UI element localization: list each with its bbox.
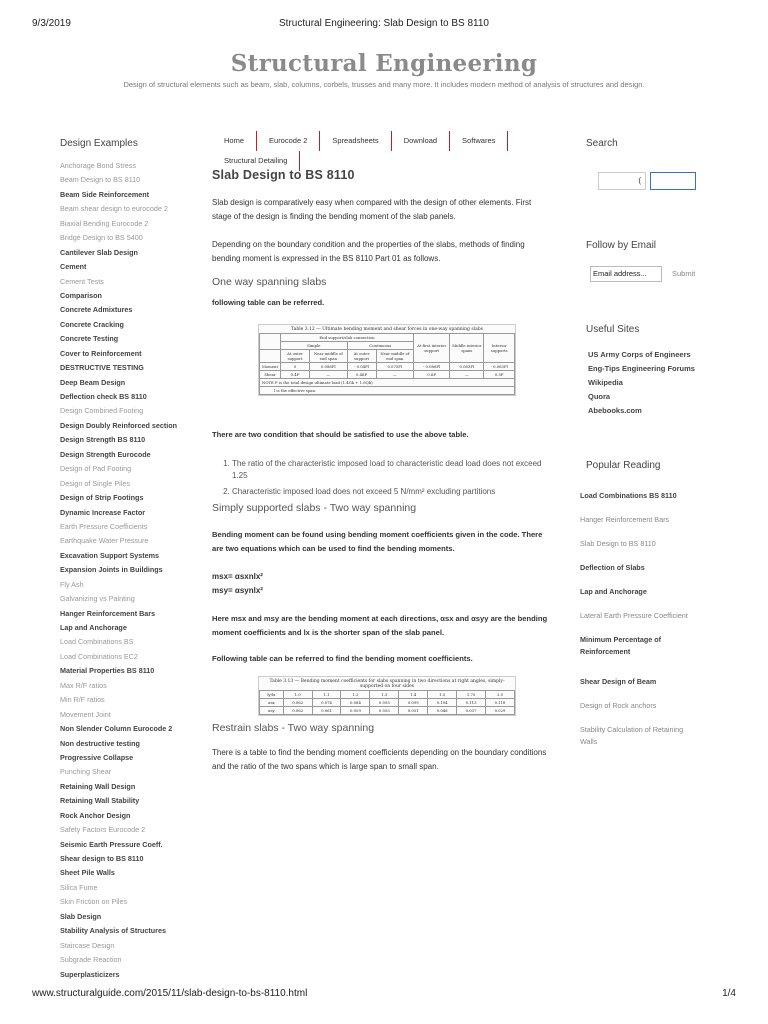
popular-link[interactable]: Shear Design of Beam — [580, 677, 657, 686]
search-button[interactable] — [650, 172, 696, 190]
search-box — [598, 172, 732, 190]
sidebar-link[interactable]: Dynamic Increase Factor — [60, 507, 146, 517]
table-cell: αsx — [260, 699, 284, 707]
print-date: 9/3/2019 — [32, 18, 71, 29]
sidebar-link[interactable]: Safety Factors Eurocode 2 — [60, 825, 146, 835]
table-header-cell: 2.0 — [486, 691, 515, 699]
sidebar-link[interactable]: Stability Analysis of Structures — [60, 926, 166, 936]
sidebar-link[interactable]: DESTRUCTIVE TESTING — [60, 363, 144, 373]
table-cell: 0.075Fl — [376, 363, 413, 371]
popular-reading-heading: Popular Reading — [586, 460, 661, 471]
sidebar-link[interactable]: Design Combined Footing — [60, 406, 144, 416]
two-way-text: Bending moment can be found using bending moment coefficients given in the code. There are two equations which can be used to find the bending moments. — [212, 530, 543, 553]
nav-item-structural-detailing[interactable]: Structural Detailing — [212, 151, 300, 171]
restrain-heading: Restrain slabs - Two way spanning — [212, 722, 375, 734]
sidebar-link[interactable]: Beam Side Reinforcement — [60, 189, 150, 199]
popular-link[interactable]: Minimum Percentage of Reinforcement — [580, 635, 662, 656]
table-header-cell: 1.5 — [428, 691, 457, 699]
table-cell: 0.104 — [428, 699, 457, 707]
table-cell: 0.059 — [341, 707, 370, 715]
useful-site-link[interactable]: Quora — [588, 392, 611, 401]
restrain-text: There is a table to find the bending moment coefficients depending on the boundary conditions and the ratio of the two spans which is large span to small span. — [212, 748, 547, 771]
search-heading: Search — [586, 138, 618, 149]
table-cell: 0.118 — [486, 699, 515, 707]
print-footer — [32, 988, 736, 1002]
sidebar-link[interactable]: Cement — [60, 262, 87, 272]
table-cell: 0 — [281, 363, 310, 371]
table-cell: - 0.04Fl — [347, 363, 376, 371]
sidebar-link[interactable]: Cover to Reinforcement — [60, 348, 142, 358]
sidebar-link[interactable]: Design of Pad Footing — [60, 464, 132, 474]
sidebar-link[interactable]: Excavation Support Systems — [60, 550, 160, 560]
table-row — [260, 699, 515, 707]
table-cell: 0.055 — [370, 707, 399, 715]
equation-msx: msx= αsxnlx² — [212, 572, 263, 581]
table-3-12-image — [258, 324, 516, 396]
table-cell: - 0.086Fl — [414, 363, 450, 371]
useful-site-link[interactable]: Eng-Tips Engineering Forums — [588, 364, 695, 373]
table-group-header: End support/slab connection — [281, 334, 414, 342]
sidebar-link[interactable]: Punching Shear — [60, 767, 112, 777]
conditions-intro: There are two condition that should be satisfied to use the above table. — [212, 430, 469, 439]
popular-link[interactable]: Load Combinations BS 8110 — [580, 491, 677, 500]
print-url: www.structuralguide.com/2015/11/slab-design-to-bs-8110.html — [32, 988, 308, 999]
print-title: Structural Engineering: Slab Design to BS 8110 — [279, 18, 489, 29]
useful-sites-heading: Useful Sites — [586, 324, 640, 335]
table-row — [260, 363, 515, 371]
post-intro: Slab design is comparatively easy when compared with the design of other elements. First stage of the design is finding the bending moment of the slab panels. — [212, 198, 532, 221]
sidebar-link[interactable]: Rock Anchor Design — [60, 810, 131, 820]
table-cell: 0.6F — [414, 371, 450, 379]
sidebar-link[interactable]: Concrete Cracking — [60, 319, 124, 329]
sidebar-link[interactable]: Min R/F ratios — [60, 695, 105, 705]
nav-row — [212, 130, 562, 152]
table-header-cell: ly/lx — [260, 691, 284, 699]
useful-site-link[interactable]: Abebooks.com — [588, 406, 642, 415]
sidebar-link[interactable]: Concrete Testing — [60, 334, 119, 344]
sidebar-link[interactable]: Deep Beam Design — [60, 377, 126, 387]
sidebar-link[interactable]: Skin Friction on Piles — [60, 897, 128, 907]
table-cell: Moment — [260, 363, 281, 371]
table-cell: 0.029 — [486, 707, 515, 715]
sidebar-link[interactable]: Subgrade Reaction — [60, 955, 122, 965]
sidebar-link[interactable]: Design Strength Eurocode — [60, 449, 151, 459]
sidebar-link[interactable]: Seismic Earth Pressure Coeff. — [60, 839, 163, 849]
popular-link[interactable]: Lap and Anchorage — [580, 587, 647, 596]
table-cell: αsy — [260, 707, 284, 715]
sidebar-link[interactable]: Movement Joint — [60, 709, 111, 719]
sidebar-link[interactable]: Biaxial Bending Eurocode 2 — [60, 218, 149, 228]
table-cell: 0.046 — [428, 707, 457, 715]
table2-intro: Following table can be referred to find the bending moment coefficients. — [212, 654, 473, 663]
table-3-12: End support/slab connection At first interior support Middle interior spans Interior supports Simple Continuous At outer support Near middle of end span At outer support Near middle of end span Moment 0 0.086Fl - 0.04Fl 0.075Fl - 0.086Fl 0.063Fl - 0.063Fl Shear 0.4F — 0.46F — 0.6F — 0.5F NOTE F is the total design ultimate load (1.4Gk + 1.6Qk) l is the effective span. — [259, 333, 515, 395]
sidebar-link[interactable]: Earth Pressure Coefficients — [60, 521, 148, 531]
table-3-13-image — [258, 676, 516, 716]
table-cell: 0.46F — [347, 371, 376, 379]
nav-item[interactable]: Download — [392, 131, 450, 151]
sidebar-link[interactable]: Slab Design — [60, 911, 102, 921]
table-header-cell: 1.75 — [457, 691, 486, 699]
page-number: 1/4 — [722, 988, 736, 999]
table-cell: 0.074 — [312, 699, 341, 707]
table-cell: 0.051 — [399, 707, 428, 715]
table-cell: Shear — [260, 371, 281, 379]
table-cell: 0.063Fl — [450, 363, 484, 371]
popular-link[interactable]: Design of Rock anchors — [580, 701, 657, 710]
table-cell: 0.062 — [283, 699, 312, 707]
sidebar-link[interactable]: Deflection check BS 8110 — [60, 392, 147, 401]
one-way-heading: One way spanning slabs — [212, 276, 327, 288]
sidebar-link[interactable]: Silica Fume — [60, 882, 98, 892]
sidebar-link[interactable]: Shear design to BS 8110 — [60, 854, 144, 863]
sidebar-link[interactable]: Retaining Wall Stability — [60, 796, 140, 806]
site-description: Design of structural elements such as beam, slab, columns, corbels, trusses and many more. It includes modern method of analysis of structures and design. — [123, 80, 645, 89]
sidebar-link[interactable]: Material Properties BS 8110 — [60, 666, 155, 676]
popular-link[interactable]: Slab Design to BS 8110 — [580, 539, 656, 548]
sidebar-link[interactable]: Sheet Pile Walls — [60, 868, 115, 878]
equation-explanation: Here msx and msy are the bending moment at each directions, αsx and αsyy are the bending moment coefficients and lx is the shorter span of the slab panel. — [212, 614, 548, 637]
print-header — [32, 18, 736, 32]
popular-link[interactable]: Lateral Earth Pressure Coefficient — [580, 611, 688, 620]
sidebar-link[interactable]: Galvanizing vs Painting — [60, 594, 135, 604]
useful-site-link[interactable]: Wikipedia — [588, 378, 623, 387]
sidebar-link[interactable]: Hanger Reinforcement Bars — [60, 608, 156, 618]
table-cell: 0.061 — [312, 707, 341, 715]
nav-item[interactable]: Softwares — [450, 131, 508, 151]
useful-sites-list — [588, 348, 730, 418]
two-way-heading: Simply supported slabs - Two way spanning — [212, 502, 417, 514]
one-way-text: following table can be referred. — [212, 298, 325, 307]
sidebar-link[interactable]: Cement Tests — [60, 276, 104, 286]
sidebar-link[interactable]: Non Slender Column Eurocode 2 — [60, 724, 173, 734]
table-cell: — — [310, 371, 347, 379]
table-header-cell: 1.0 — [283, 691, 312, 699]
sidebar-link[interactable]: Load Combinations EC2 — [60, 651, 138, 661]
table-cell: 0.4F — [281, 371, 310, 379]
sidebar-link[interactable]: Comparison — [60, 290, 102, 300]
table-row — [260, 371, 515, 379]
condition-item: 2. Characteristic imposed load does not exceed 5 N/mm² excluding partitions — [232, 486, 548, 498]
sidebar-link[interactable]: Superplasticizers — [60, 969, 120, 979]
table-header-cell: 1.4 — [399, 691, 428, 699]
conditions-list — [212, 458, 548, 498]
sidebar-link[interactable]: Progressive Collapse — [60, 752, 134, 762]
sidebar-link[interactable]: Retaining Wall Design — [60, 781, 136, 791]
condition-item: 1. The ratio of the characteristic imposed load to characteristic dead load does not exceed 1.25 — [232, 458, 548, 482]
email-field[interactable]: Email address... — [590, 266, 662, 282]
table-header-cell: 1.1 — [312, 691, 341, 699]
table-row — [260, 707, 515, 715]
sidebar-link[interactable]: Beam shear design to eurocode 2 — [60, 204, 168, 214]
sidebar-link[interactable]: Staircase Design — [60, 940, 115, 950]
design-examples-list — [60, 159, 200, 982]
sidebar-link[interactable]: Load Combinations BS — [60, 637, 134, 647]
table-cell: 0.113 — [457, 699, 486, 707]
sidebar-link[interactable]: Earthquake Water Pressure — [60, 536, 149, 546]
table-cell: 0.084 — [341, 699, 370, 707]
table-header-cell: 1.2 — [341, 691, 370, 699]
popular-link[interactable]: Hanger Reinforcement Bars — [580, 515, 670, 524]
post-title: Slab Design to BS 8110 — [212, 168, 355, 182]
sidebar-link[interactable]: Max R/F ratios — [60, 680, 107, 690]
sidebar-link[interactable]: Expansion Joints in Buildings — [60, 565, 163, 575]
table-cell: 0.5F — [484, 371, 515, 379]
nav-item[interactable]: Spreadsheets — [320, 131, 391, 151]
table-cell: 0.093 — [370, 699, 399, 707]
sidebar-link[interactable]: Design of Single Piles — [60, 478, 130, 488]
site-title[interactable]: Structural Engineering — [230, 50, 538, 77]
useful-site-link[interactable]: US Army Corps of Engineers — [588, 350, 691, 359]
post-boundary: Depending on the boundary condition and the properties of the slabs, methods of finding bending moment is expressed in the BS 8110 Part 01 as follows. — [212, 240, 525, 263]
sidebar-link[interactable]: Non destructive testing — [60, 738, 140, 748]
sidebar-link[interactable]: Design Strength BS 8110 — [60, 435, 146, 445]
follow-email-heading: Follow by Email — [586, 240, 657, 251]
search-input[interactable]: ( — [598, 172, 646, 190]
table-cell: 0.086Fl — [310, 363, 347, 371]
email-submit-button[interactable]: Submit — [672, 269, 696, 278]
nav-item[interactable]: Eurocode 2 — [257, 131, 320, 151]
sidebar-link[interactable]: Bridge Design to BS 5400 — [60, 233, 143, 243]
equation-msy: msy= αsynlx² — [212, 586, 263, 595]
left-sidebar — [60, 138, 200, 982]
sidebar-link[interactable]: Design Doubly Reinforced section — [60, 420, 178, 430]
sidebar-link[interactable]: Fly Ash — [60, 579, 84, 589]
sidebar-link[interactable]: Lap and Anchorage — [60, 623, 127, 632]
table-cell: 0.037 — [457, 707, 486, 715]
table-cell: 0.099 — [399, 699, 428, 707]
table-cell: 0.062 — [283, 707, 312, 715]
main-nav — [212, 130, 562, 170]
table-3-13-caption: Table 3.13 — Bending moment coefficients for slabs spanning in two directions at right angles, simply-supported on four sides — [269, 679, 505, 689]
popular-link[interactable]: Stability Calculation of Retaining Walls — [580, 725, 684, 746]
sidebar-link[interactable]: Cantilever Slab Design — [60, 247, 138, 257]
table-3-13 — [259, 690, 515, 715]
popular-link[interactable]: Deflection of Slabs — [580, 563, 645, 572]
design-examples-heading: Design Examples — [60, 138, 138, 149]
table-cell: - 0.063Fl — [484, 363, 515, 371]
sidebar-link[interactable]: Concrete Admixtures — [60, 305, 133, 315]
sidebar-link[interactable]: Beam Design to BS 8110 — [60, 175, 141, 185]
table-cell: — — [376, 371, 413, 379]
table-3-12-caption: Table 3.12 — Ultimate bending moment and shear forces in one-way spanning slabs — [291, 327, 483, 332]
sidebar-link[interactable]: Design of Strip Footings — [60, 493, 144, 503]
sidebar-link[interactable]: Anchorage Bond Stress — [60, 161, 136, 170]
post-content — [212, 168, 548, 774]
nav-item[interactable]: Home — [212, 131, 257, 151]
table-header-cell: 1.3 — [370, 691, 399, 699]
table-cell: — — [450, 371, 484, 379]
